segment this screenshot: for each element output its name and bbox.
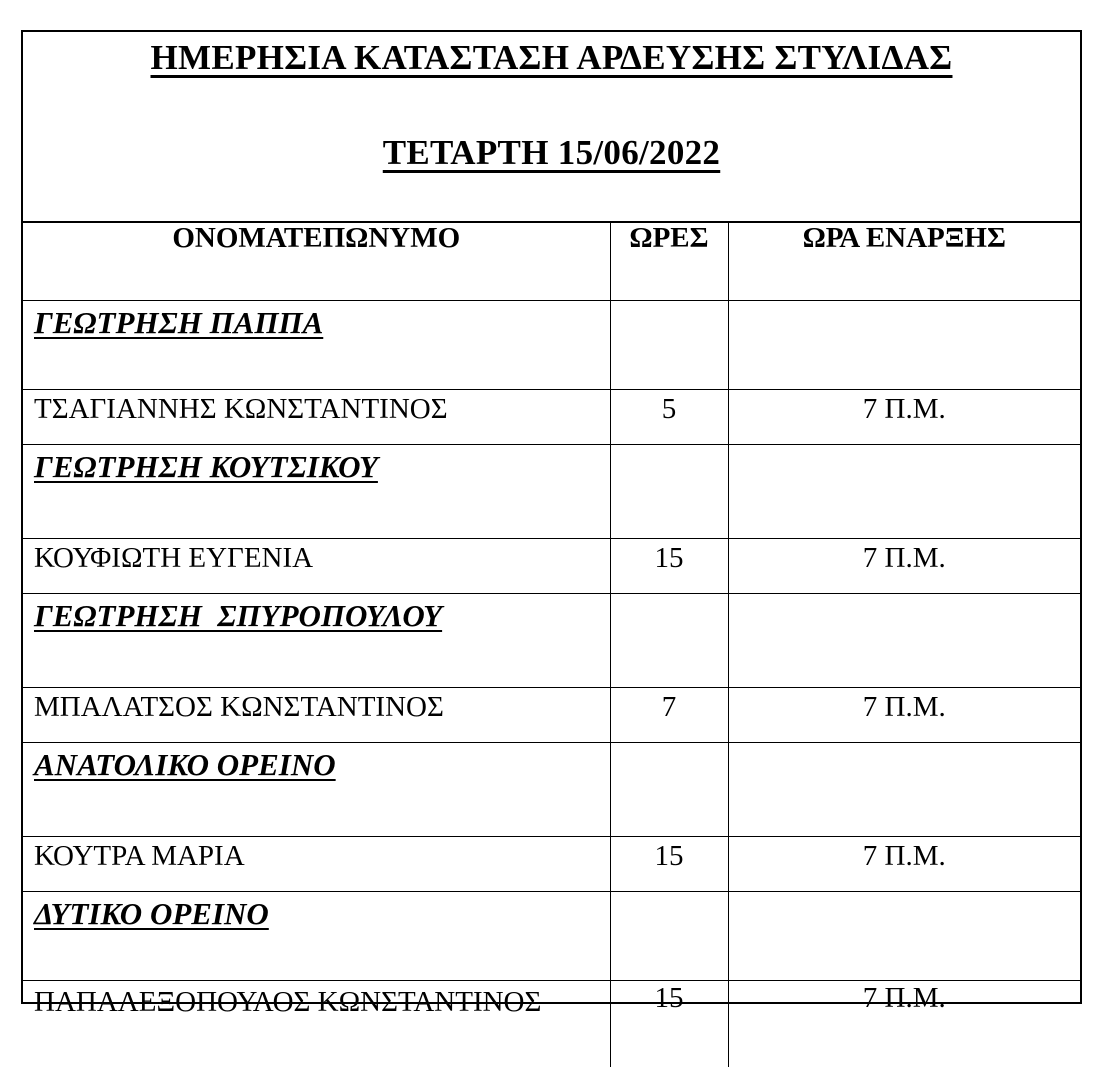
empty-cell xyxy=(610,742,728,836)
location-name: ΓΕΩΤΡΗΣΗ ΠΑΠΠΑ xyxy=(23,300,610,389)
location-row xyxy=(23,444,1080,538)
location-name: ΓΕΩΤΡΗΣΗ ΣΠΥΡΟΠΟΥΛΟΥ xyxy=(23,593,610,687)
document-title: ΗΜΕΡΗΣΙΑ ΚΑΤΑΣΤΑΣΗ ΑΡΔΕΥΣΗΣ ΣΤΥΛΙΔΑΣ xyxy=(150,38,953,77)
person-name: ΜΠΑΛΑΤΣΟΣ ΚΩΝΣΤΑΝΤΙΝΟΣ xyxy=(23,687,610,742)
irrigation-schedule-document xyxy=(21,30,1082,1018)
person-hours: 15 xyxy=(610,836,728,891)
location-name: ΑΝΑΤΟΛΙΚΟ ΟΡΕΙΝΟ xyxy=(23,742,610,836)
person-start-time: 7 Π.Μ. xyxy=(728,980,1080,1067)
table-row xyxy=(23,538,1080,593)
person-name: ΤΣΑΓΙΑΝΝΗΣ ΚΩΝΣΤΑΝΤΙΝΟΣ xyxy=(23,389,610,444)
empty-cell xyxy=(610,593,728,687)
empty-cell xyxy=(728,300,1080,389)
table-row xyxy=(23,687,1080,742)
header-start-time: ΩΡΑ ΕΝΑΡΞΗΣ xyxy=(728,223,1080,300)
empty-cell xyxy=(728,891,1080,980)
person-hours: 15 xyxy=(610,538,728,593)
person-name: ΚΟΥΤΡΑ ΜΑΡΙΑ xyxy=(23,836,610,891)
table-row xyxy=(23,980,1080,1067)
table-row xyxy=(23,389,1080,444)
person-start-time: 7 Π.Μ. xyxy=(728,538,1080,593)
location-name: ΓΕΩΤΡΗΣΗ ΚΟΥΤΣΙΚΟΥ xyxy=(23,444,610,538)
person-hours: 5 xyxy=(610,389,728,444)
empty-cell xyxy=(728,742,1080,836)
schedule-table xyxy=(23,223,1080,1067)
location-row xyxy=(23,742,1080,836)
empty-cell xyxy=(728,593,1080,687)
table-row xyxy=(23,836,1080,891)
location-row xyxy=(23,300,1080,389)
person-hours: 7 xyxy=(610,687,728,742)
table-header-row xyxy=(23,223,1080,300)
title-block xyxy=(23,32,1080,223)
document-date: ΤΕΤΑΡΤΗ 15/06/2022 xyxy=(382,133,721,172)
location-row xyxy=(23,593,1080,687)
person-hours: 15 xyxy=(610,980,728,1067)
header-hours: ΩΡΕΣ xyxy=(610,223,728,300)
empty-cell xyxy=(728,444,1080,538)
person-start-time: 7 Π.Μ. xyxy=(728,836,1080,891)
person-name: ΠΑΠΑΛΕΞΟΠΟΥΛΟΣ ΚΩΝΣΤΑΝΤΙΝΟΣ xyxy=(23,980,610,1067)
empty-cell xyxy=(610,300,728,389)
person-start-time: 7 Π.Μ. xyxy=(728,389,1080,444)
empty-cell xyxy=(610,444,728,538)
empty-cell xyxy=(610,891,728,980)
header-name: ΟΝΟΜΑΤΕΠΩΝΥΜΟ xyxy=(23,223,610,300)
person-start-time: 7 Π.Μ. xyxy=(728,687,1080,742)
person-name: ΚΟΥΦΙΩΤΗ ΕΥΓΕΝΙΑ xyxy=(23,538,610,593)
location-row xyxy=(23,891,1080,980)
location-name: ΔΥΤΙΚΟ ΟΡΕΙΝΟ xyxy=(23,891,610,980)
